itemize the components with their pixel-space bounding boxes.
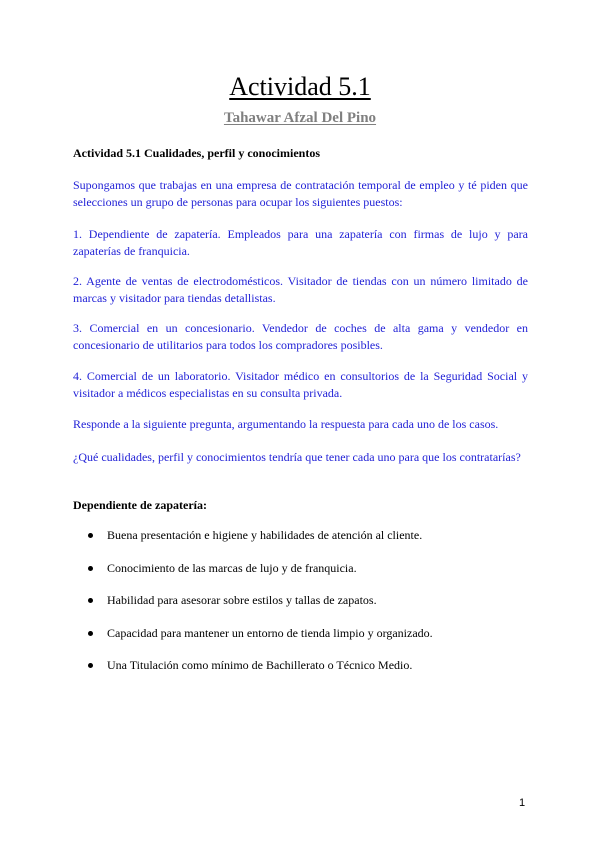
- list-item: [88, 625, 528, 642]
- instruction-paragraph: Responde a la siguiente pregunta, argumentando la respuesta para cada uno de los casos.: [73, 417, 499, 431]
- bullet-icon: [88, 631, 93, 636]
- list-item-text: Habilidad para asesorar sobre estilos y tallas de zapatos.: [107, 593, 377, 607]
- list-item-text: Una Titulación como mínimo de Bachillerato o Técnico Medio.: [107, 658, 413, 672]
- bullet-icon: [88, 663, 93, 668]
- bullet-icon: [88, 598, 93, 603]
- list-item-text: Buena presentación e higiene y habilidades de atención al cliente.: [107, 528, 423, 542]
- position-2-paragraph: 2. Agente de ventas de electrodomésticos. Visitador de tiendas con un número limitado de marcas y visitador para tiendas detallistas.: [73, 274, 528, 305]
- list-item: [88, 657, 528, 674]
- section-heading: Dependiente de zapatería:: [73, 498, 207, 512]
- list-item-text: Capacidad para mantener un entorno de tienda limpio y organizado.: [107, 625, 433, 640]
- intro-paragraph: Supongamos que trabajas en una empresa de contratación temporal de empleo y té piden que selecciones un grupo de personas para ocupar los siguientes puestos:: [73, 178, 528, 209]
- bullet-icon: [88, 566, 93, 571]
- position-3-paragraph: 3. Comercial en un concesionario. Vendedor de coches de alta gama y vendedor en concesionario de utilitarios para todos los compradores posibles.: [73, 321, 528, 352]
- page-number: 1: [519, 797, 526, 809]
- position-1-paragraph: 1. Dependiente de zapatería. Empleados para una zapatería con firmas de lujo y para zapaterías de franquicia.: [73, 227, 528, 258]
- list-item-text: Conocimiento de las marcas de lujo y de franquicia.: [107, 560, 357, 575]
- question-paragraph: ¿Qué cualidades, perfil y conocimientos tendría que tener cada uno para que los contratarías?: [73, 450, 521, 464]
- list-item: [88, 592, 528, 609]
- position-4-paragraph: 4. Comercial de un laboratorio. Visitador médico en consultorios de la Seguridad Social y visitador a médicos especialistas en su consulta privada.: [73, 369, 528, 400]
- list-item: [88, 560, 528, 577]
- list-item: [88, 527, 528, 544]
- author-name: Tahawar Afzal Del Pino: [223, 110, 377, 126]
- document-title: Actividad 5.1: [229, 72, 371, 101]
- activity-subheading: Actividad 5.1 Cualidades, perfil y conocimientos: [73, 146, 321, 160]
- bullet-icon: [88, 533, 93, 538]
- qualities-list: [88, 527, 528, 690]
